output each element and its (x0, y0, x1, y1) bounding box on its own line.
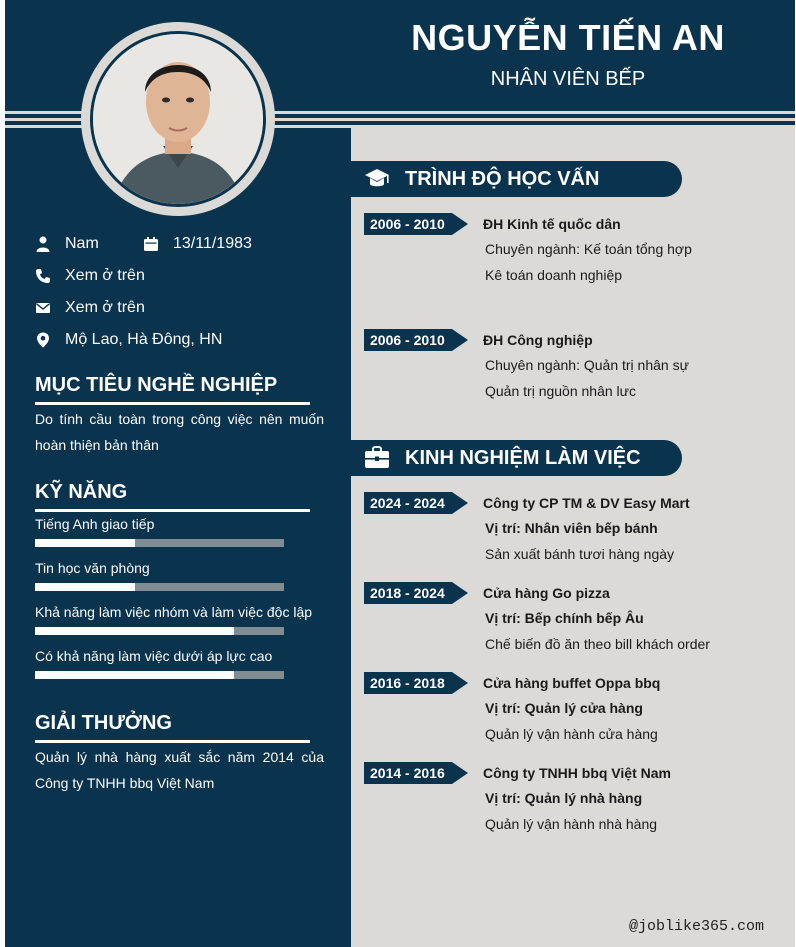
address-value: Mộ Lao, Hà Đông, HN (65, 331, 223, 348)
year-range: 2018 - 2024 (370, 585, 445, 601)
skill-bar-fill (35, 671, 234, 679)
candidate-name: NGUYỄN TIẾN AN (411, 17, 725, 58)
job-role: Vị trí: Bếp chính bếp Âu (485, 610, 644, 626)
birthdate-row (143, 232, 252, 256)
graduation-cap-icon (364, 167, 390, 191)
skill-bar (35, 539, 284, 547)
skill-bar (35, 627, 284, 635)
skills-underline (35, 509, 310, 512)
objective-underline (35, 402, 310, 405)
user-icon (35, 236, 51, 252)
awards-underline (35, 740, 310, 743)
company-name: Cửa hàng buffet Oppa bbq (483, 675, 661, 691)
year-badge (364, 213, 468, 235)
year-badge (364, 329, 468, 351)
watermark: @joblike365.com (629, 918, 765, 935)
education-header (351, 161, 682, 197)
job-detail: Quản lý vận hành nhà hàng (485, 816, 658, 832)
year-range: 2016 - 2018 (370, 675, 445, 691)
school-name: ĐH Công nghiệp (483, 332, 593, 348)
skill-bar-fill (35, 627, 234, 635)
skill-bar (35, 583, 284, 591)
phone-icon (35, 268, 51, 284)
experience-title: KINH NGHIỆM LÀM VIỆC (405, 447, 641, 469)
gender-value: Nam (65, 235, 99, 252)
school-name: ĐH Kinh tế quốc dân (483, 216, 621, 232)
skill-bar (35, 671, 284, 679)
email-row (35, 296, 145, 320)
year-badge (364, 582, 468, 604)
job-role: Vị trí: Quản lý cửa hàng (485, 700, 643, 716)
major: Chuyên ngành: Kế toán tổng hợp (485, 241, 692, 257)
education-detail: Kê toán doanh nghiệp (485, 267, 623, 283)
avatar-portrait (93, 34, 263, 204)
avatar (90, 31, 266, 207)
address-row (35, 328, 222, 352)
objective-title: MỤC TIÊU NGHỀ NGHIỆP (35, 374, 278, 396)
skill-bar-fill (35, 583, 135, 591)
year-badge (364, 762, 468, 784)
map-pin-icon (35, 332, 51, 348)
major: Chuyên ngành: Quản trị nhân sự (485, 357, 689, 373)
skill-label: Khả năng làm việc nhóm và làm việc độc lập (35, 604, 313, 620)
calendar-icon (143, 236, 159, 252)
experience-header (351, 440, 682, 476)
job-detail: Quản lý vận hành cửa hàng (485, 726, 658, 742)
skill-label: Có khả năng làm việc dưới áp lực cao (35, 648, 273, 664)
phone-value: Xem ở trên (65, 267, 145, 284)
envelope-icon (35, 300, 51, 316)
company-name: Công ty CP TM & DV Easy Mart (483, 495, 690, 511)
year-badge (364, 672, 468, 694)
year-range: 2014 - 2016 (370, 765, 445, 781)
awards-title: GIẢI THƯỞNG (35, 712, 172, 734)
candidate-position: NHÂN VIÊN BẾP (490, 68, 646, 90)
job-role: Vị trí: Nhân viên bếp bánh (485, 520, 658, 536)
company-name: Công ty TNHH bbq Việt Nam (483, 765, 671, 781)
gender-row (35, 232, 99, 256)
company-name: Cửa hàng Go pizza (483, 585, 610, 601)
year-range: 2006 - 2010 (370, 332, 445, 348)
job-detail: Sản xuất bánh tươi hàng ngày (485, 546, 675, 562)
email-value: Xem ở trên (65, 299, 145, 316)
education-detail: Quản trị nguồn nhân lưc (485, 383, 637, 399)
skill-label: Tin học văn phòng (35, 560, 150, 576)
education-title: TRÌNH ĐỘ HỌC VẤN (405, 168, 600, 190)
resume-page (5, 0, 795, 947)
job-detail: Chế biến đồ ăn theo bill khách order (485, 636, 710, 652)
skills-title: KỸ NĂNG (35, 481, 128, 503)
skill-bar-fill (35, 539, 135, 547)
objective-text: Do tính cầu toàn trong công việc nên muốn hoàn thiện bản thân (35, 411, 324, 453)
birthdate-value: 13/11/1983 (173, 235, 252, 252)
briefcase-icon (364, 446, 390, 470)
year-range: 2006 - 2010 (370, 216, 445, 232)
awards-text: Quản lý nhà hàng xuất sắc năm 2014 của Công ty TNHH bbq Việt Nam (35, 749, 324, 791)
skill-label: Tiếng Anh giao tiếp (35, 516, 155, 532)
phone-row (35, 264, 145, 288)
year-badge (364, 492, 468, 514)
job-role: Vị trí: Quản lý nhà hàng (485, 790, 643, 806)
year-range: 2024 - 2024 (370, 495, 445, 511)
